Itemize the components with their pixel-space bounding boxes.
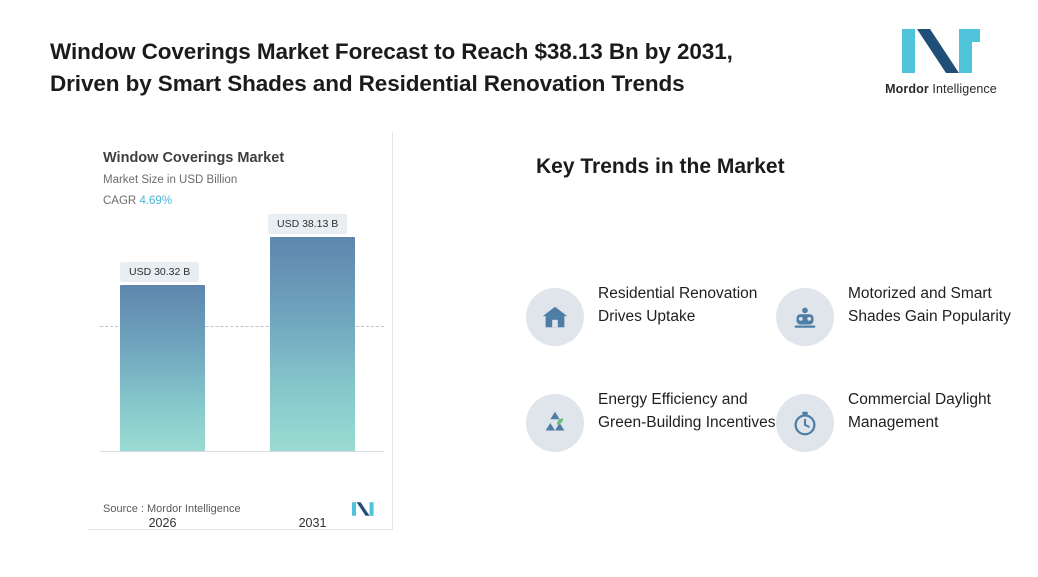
page-title-line-1: Window Coverings Market Forecast to Reach $38.13 Bn by 2031, (50, 39, 733, 64)
chart-cagr-label: CAGR (103, 195, 137, 207)
bar-2031 (270, 237, 355, 452)
chart-card (88, 132, 393, 530)
brand-logo (876, 26, 1006, 96)
trend-label: Energy Efficiency and Green-Building Incentives (598, 391, 776, 431)
bar-chart-plot: USD 30.32 B USD 38.13 B 2026 2031 (88, 228, 393, 488)
brand-name-bold: Mordor (885, 82, 929, 96)
chart-source: Source : Mordor Intelligence (103, 503, 241, 515)
trend-label: Residential Renovation Drives Uptake (598, 285, 758, 325)
source-mordor-logo-icon (352, 501, 376, 517)
brand-name-light: Intelligence (928, 82, 997, 96)
x-axis-line (100, 451, 384, 452)
brand-name (876, 82, 1006, 96)
mordor-logo-icon (902, 26, 980, 76)
chart-cagr (103, 195, 172, 207)
house-icon (526, 288, 584, 346)
trend-label: Motorized and Smart Shades Gain Popularity (848, 285, 1011, 325)
chart-subtitle: Market Size in USD Billion (103, 174, 238, 186)
robot-icon (776, 288, 834, 346)
trends-title: Key Trends in the Market (536, 155, 785, 178)
bar-value-label-2026: USD 30.32 B (120, 262, 199, 282)
recycle-leaf-icon (526, 394, 584, 452)
page-title-line-2: Driven by Smart Shades and Residential Renovation Trends (50, 70, 685, 96)
chart-title: Window Coverings Market (103, 150, 285, 166)
chart-cagr-value: 4.69% (139, 195, 173, 207)
clock-icon (776, 394, 834, 452)
trend-label: Commercial Daylight Management (848, 391, 991, 431)
bar-value-label-2031: USD 38.13 B (268, 214, 347, 234)
bar-2026 (120, 285, 205, 452)
header (0, 0, 1038, 120)
page-title (50, 36, 840, 100)
